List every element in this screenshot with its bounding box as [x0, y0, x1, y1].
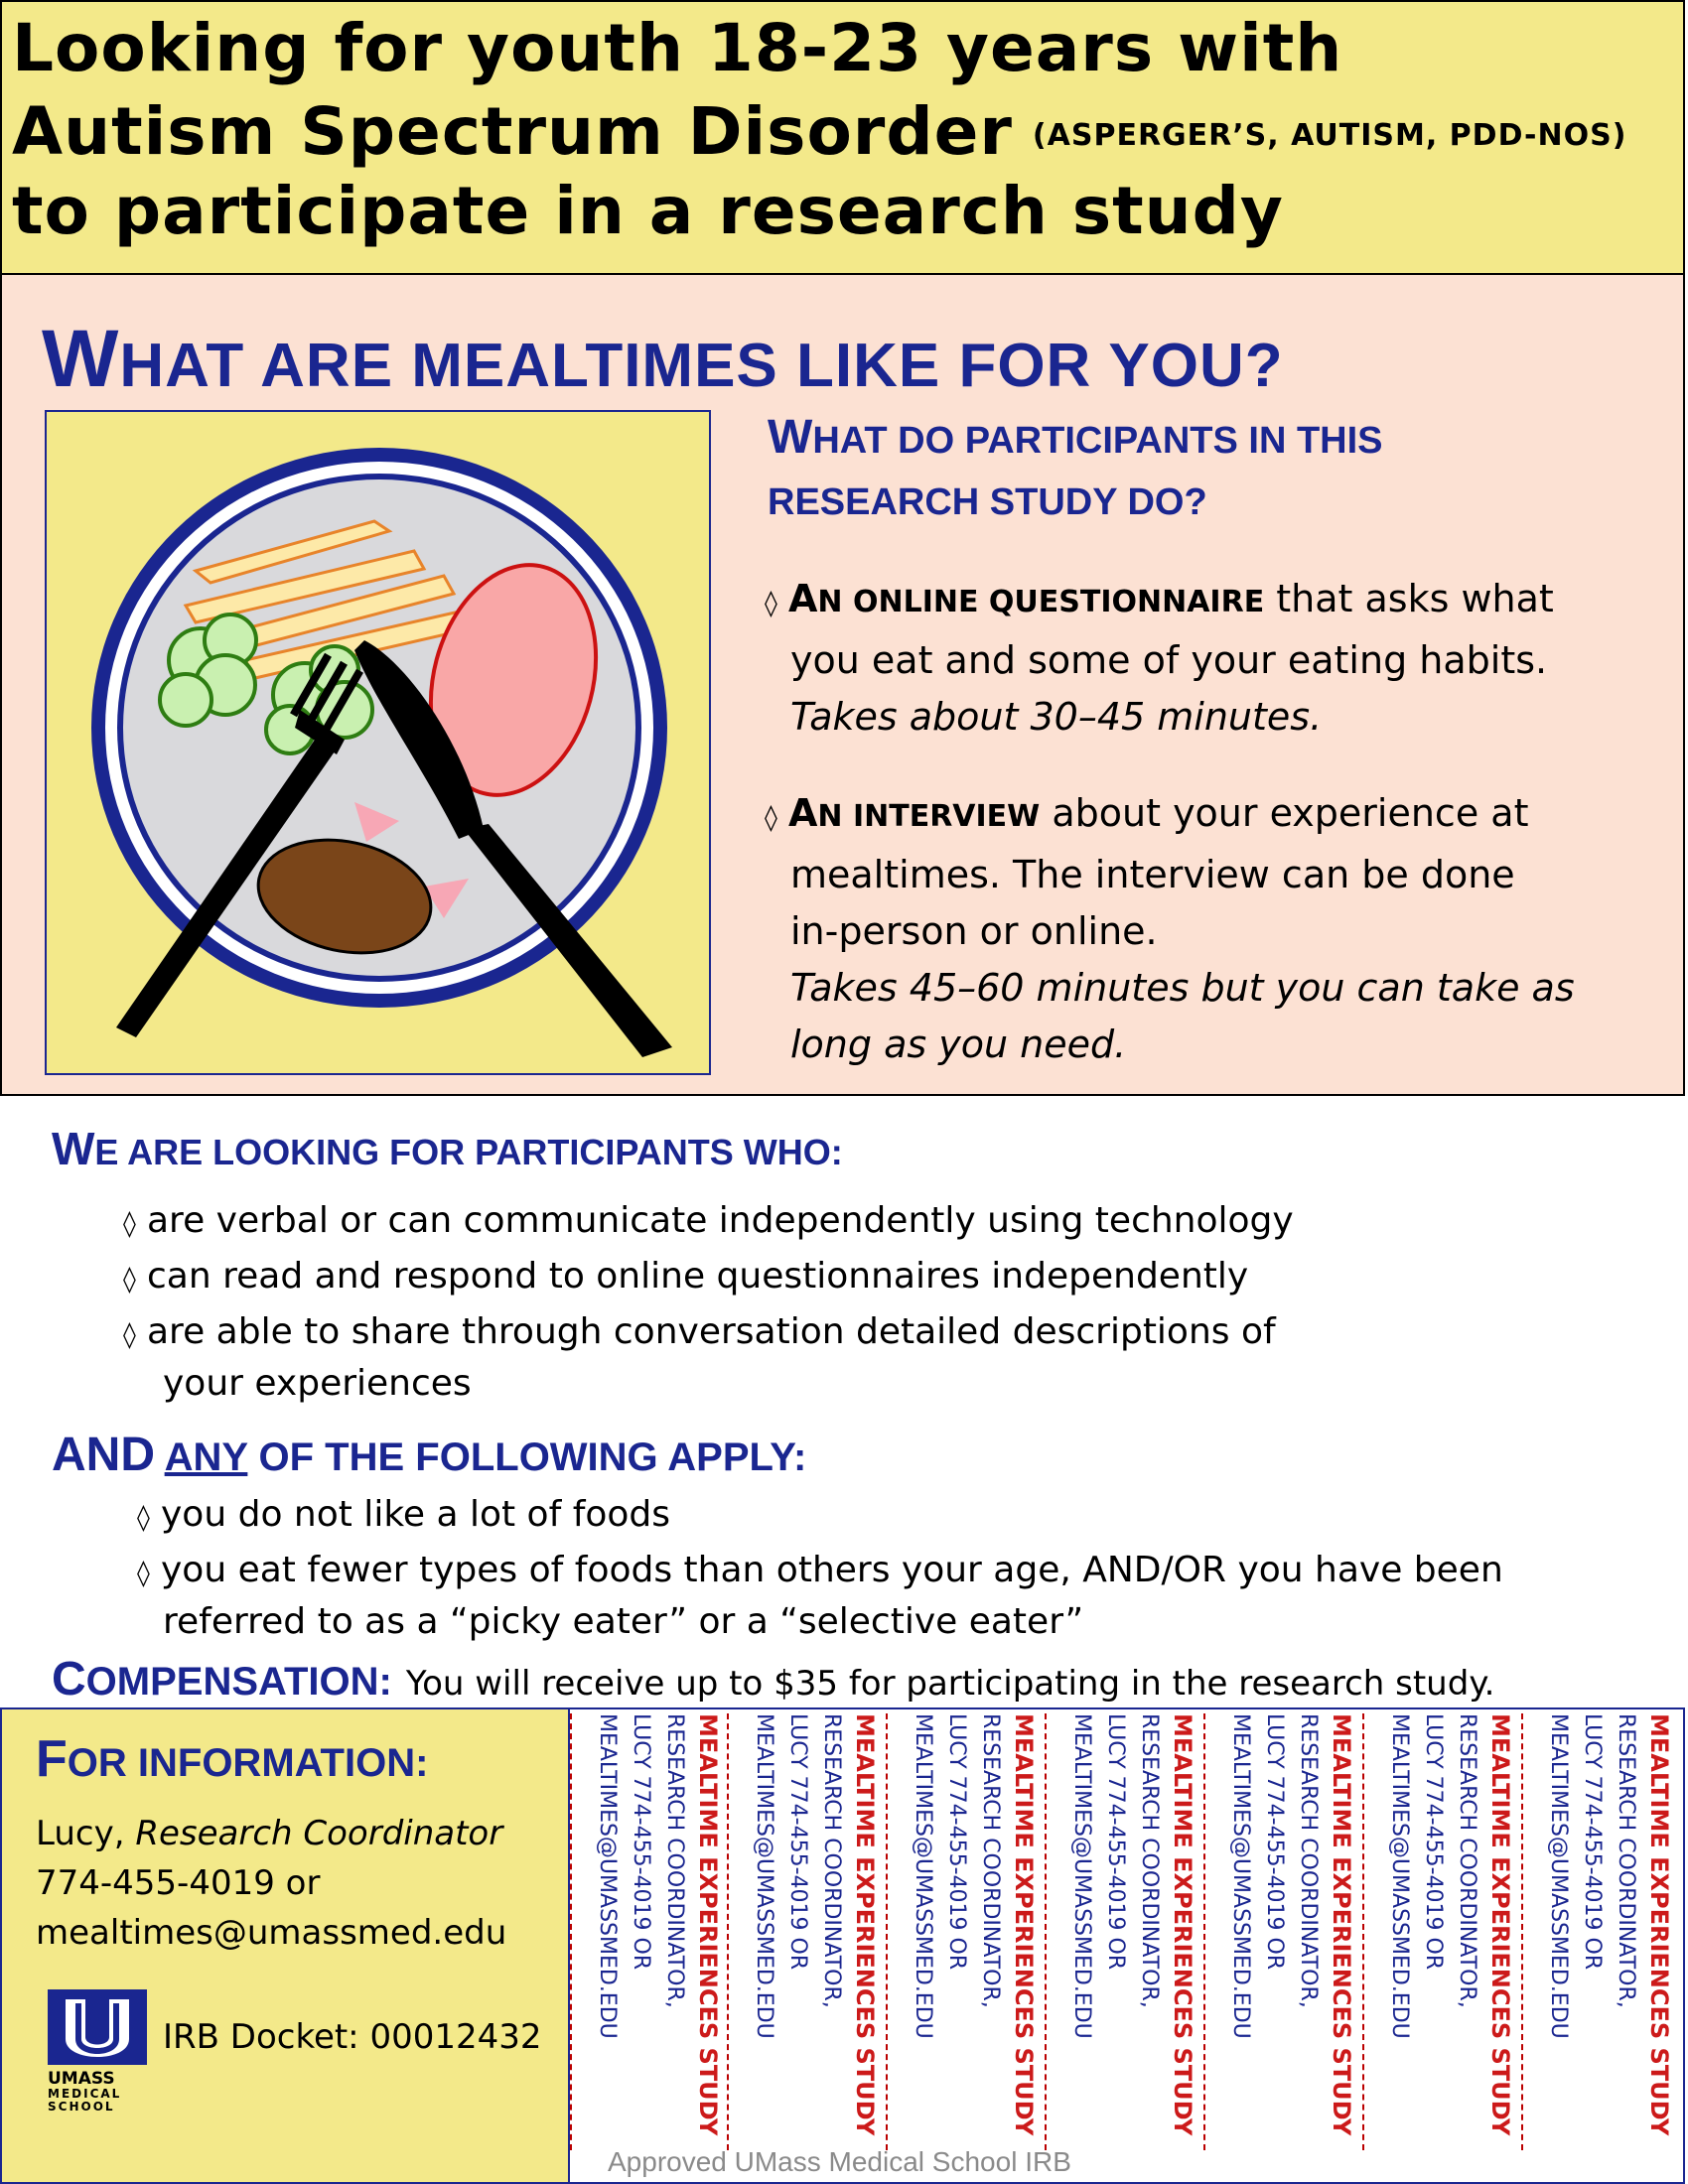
tear-off-tab[interactable]: MEALTIME EXPERIENCES STUDY RESEARCH COORDINATOR, LUCY 774-455-4019 OR MEALTIMES@UMASSMED.EDU — [1047, 1713, 1205, 2150]
plate-image — [47, 412, 709, 1073]
plate-illustration — [45, 410, 711, 1075]
activity-interview-time: Takes 45–60 minutes but you can take as — [790, 966, 1575, 1010]
tear-off-tab[interactable]: MEALTIME EXPERIENCES STUDY RESEARCH COORDINATOR, LUCY 774-455-4019 OR MEALTIMES@UMASSMED.EDU — [888, 1713, 1047, 2150]
compensation-text: You will receive up to $35 for participating in the research study. — [405, 1664, 1495, 1704]
criteria-item-continued: your experiences — [163, 1363, 472, 1404]
contact-details — [36, 1809, 506, 1958]
contact-name: Lucy, — [36, 1814, 125, 1853]
tear-off-tab[interactable]: MEALTIME EXPERIENCES STUDY RESEARCH COORDINATOR, LUCY 774-455-4019 OR MEALTIMES@UMASSMED.EDU — [1364, 1713, 1523, 2150]
contact-email: mealtimes@umassmed.edu — [36, 1913, 507, 1953]
irb-docket: IRB Docket: 00012432 — [163, 2017, 542, 2057]
header-line-2-main: Autism Spectrum Disorder — [12, 93, 1013, 170]
any-apply-item-continued: referred to as a “picky eater” or a “selective eater” — [163, 1601, 1084, 1642]
header-line-2-small: (ASPERGER’S, AUTISM, PDD-NOS) — [1032, 117, 1627, 153]
participants-question-line-2: RESEARCH STUDY DO? — [768, 481, 1207, 523]
main-heading — [42, 313, 1284, 406]
tear-off-tab[interactable]: MEALTIME EXPERIENCES STUDY RESEARCH COORDINATOR, LUCY 774-455-4019 OR MEALTIMES@UMASSMED.EDU — [1205, 1713, 1364, 2150]
umass-logo-mark — [48, 1989, 147, 2065]
any-apply-heading: AND ANY OF THE FOLLOWING APPLY: — [52, 1429, 807, 1481]
any-apply-item: ◊ you eat fewer types of foods than others your age, AND/OR you have been — [137, 1550, 1503, 1590]
activity-questionnaire-title: AN ONLINE QUESTIONNAIRE — [788, 577, 1265, 620]
main-heading-cap: W — [42, 314, 120, 404]
header-banner — [0, 0, 1685, 275]
irb-approval-stamp: Approved UMass Medical School IRB — [608, 2146, 1071, 2177]
participants-question-heading — [768, 407, 1383, 533]
activity-questionnaire: ◊ AN ONLINE QUESTIONNAIRE that asks what you eat and some of your eating habits. Takes about 30–45 minutes. — [765, 571, 1554, 746]
compensation-label: COMPENSATION: — [52, 1653, 392, 1706]
criteria-heading: WE ARE LOOKING FOR PARTICIPANTS WHO: — [52, 1123, 843, 1174]
activity-interview-title: AN INTERVIEW — [788, 791, 1041, 835]
contact-role: Research Coordinator — [135, 1814, 503, 1853]
header-line-3: to participate in a research study — [12, 173, 1284, 249]
main-heading-rest: HAT ARE MEALTIMES LIKE FOR YOU? — [119, 332, 1284, 400]
contact-phone: 774-455-4019 or — [36, 1863, 321, 1903]
header-line-1: Looking for youth 18-23 years with — [12, 10, 1343, 86]
activity-questionnaire-time: Takes about 30–45 minutes. — [790, 695, 1323, 739]
criteria-item: ◊ are able to share through conversation detailed descriptions of — [123, 1311, 1276, 1352]
activity-interview: ◊ AN INTERVIEW about your experience at mealtimes. The interview can be done in-person or online. Takes 45–60 minutes but you can take as long as you need. — [765, 791, 1575, 1066]
bullet-icon: ◊ — [765, 803, 777, 833]
bullet-icon: ◊ — [765, 589, 777, 618]
participants-question-line-1: WHAT DO PARTICIPANTS IN THIS — [768, 411, 1383, 464]
information-heading: FOR INFORMATION: — [36, 1730, 429, 1788]
header-line-2 — [12, 93, 1627, 170]
compensation — [52, 1652, 1494, 1706]
criteria-item: ◊ are verbal or can communicate independently using technology — [123, 1200, 1294, 1241]
tear-off-tab[interactable]: MEALTIME EXPERIENCES STUDY RESEARCH COORDINATOR, LUCY 774-455-4019 OR MEALTIMES@UMASSMED.EDU — [729, 1713, 888, 2150]
tear-off-tab[interactable]: MEALTIME EXPERIENCES STUDY RESEARCH COORDINATOR, LUCY 774-455-4019 OR MEALTIMES@UMASSMED.EDU — [1546, 1713, 1673, 2136]
information-box — [0, 1707, 570, 2184]
umass-logo — [48, 1989, 147, 2128]
tear-off-tab[interactable]: MEALTIME EXPERIENCES STUDY RESEARCH COORDINATOR, LUCY 774-455-4019 OR MEALTIMES@UMASSMED.EDU — [570, 1713, 729, 2150]
umass-logo-text: UMASS MEDICAL SCHOOL — [48, 2069, 122, 2114]
criteria-item: ◊ can read and respond to online questionnaires independently — [123, 1256, 1249, 1297]
any-apply-item: ◊ you do not like a lot of foods — [137, 1494, 671, 1535]
